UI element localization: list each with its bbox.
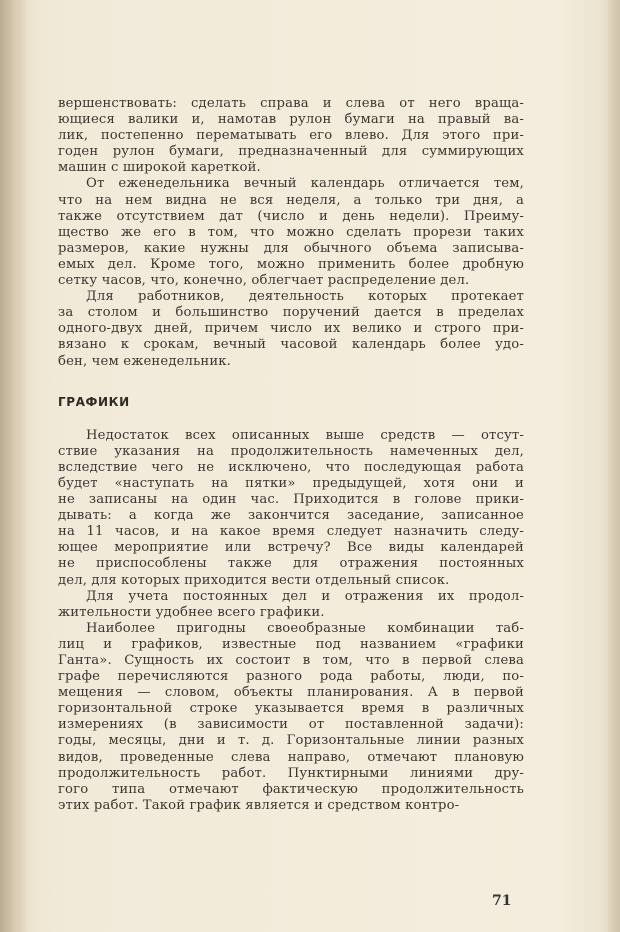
paragraphs-top [58,96,524,370]
text-line: горизонтальной строке указывается время в различных [58,701,524,717]
text-line: лик, постепенно перематывать его влево. Для этого при- [58,128,524,144]
text-line: машин с широкой кареткой. [58,160,261,176]
text-line: на 11 часов, и на какое время следует назначить следу- [58,524,524,540]
text-line: за столом и большинство поручений дается в пределах [58,305,524,321]
text-line: ющиеся валики и, намотав рулон бумаги на правый ва- [58,112,524,128]
text-line: гого типа отмечают фактическую продолжительность [58,781,524,797]
text-line: мещения — словом, объекты планирования. А в первой [58,685,524,701]
paragraph [58,621,524,814]
binding-shadow [0,0,26,932]
page-edge [606,0,620,932]
text-line: вследствие чего не исключено, что последующая работа [58,459,524,475]
text-line: щество же его в том, что можно сделать прорези таких [58,224,524,240]
paragraph [58,428,524,589]
text-line: измерениях (в зависимости от поставленной задачи): [58,717,524,733]
text-line: дывать: а когда же закончится заседание, записанное [58,508,524,524]
text-line: одного-двух дней, причем число их велико и строго при- [58,321,524,337]
text-line: что на нем видна не вся неделя, а только три дня, а [58,192,524,208]
text-line: дел, для которых приходится вести отдельный список. [58,572,450,588]
paragraph [58,176,524,289]
page-number: 71 [492,893,512,909]
text-line: Недостаток всех описанных выше средств — отсут- [86,427,524,443]
text-line: ющее мероприятие или встречу? Все виды календарей [58,540,524,556]
text-line: не приспособлены также для отражения постоянных [58,556,524,572]
text-line: Ганта». Сущность их состоит в том, что в первой слева [58,653,524,668]
section-heading: ГРАФИКИ [58,394,130,409]
text-line: ствие указания на продолжительность намеченных дел, [58,443,524,459]
paragraph [58,589,524,621]
paragraphs-bottom [58,428,524,814]
text-line: продолжительность работ. Пунктирными линиями дру- [58,765,524,781]
text-line: вершенствовать: сделать справа и слева от него враща- [58,96,524,111]
text-line: лиц и графиков, известные под названием «графики [58,636,524,652]
text-line: сетку часов, что, конечно, облегчает распределение дел. [58,273,470,289]
text-line: графе перечисляются разного рода работы, люди, по- [58,669,524,685]
text-line: жительности удобнее всего графики. [58,604,325,620]
paragraph [58,289,524,369]
text-line: Наиболее пригодны своеобразные комбинации таб- [86,620,524,636]
text-line: видов, проведенные слева направо, отмечают плановую [58,749,524,765]
text-line: этих работ. Такой график является и средством контро- [58,797,460,813]
text-line: бен, чем еженедельник. [58,353,232,369]
text-line: размеров, какие нужны для обычного объема записыва- [58,240,524,256]
text-line: емых дел. Кроме того, можно применить более дробную [58,256,524,272]
paragraph [58,96,524,176]
text-line: От еженедельника вечный календарь отличается тем, [86,176,524,192]
text-line: также отсутствием дат (число и день недели). Преиму- [58,208,524,224]
text-line: годен рулон бумаги, предназначенный для суммирующих [58,144,524,160]
text-line: вязано к срокам, вечный часовой календарь более удо- [58,337,524,353]
text-line: будет «наступать на пятки» предыдущей, хотя они и [58,475,524,491]
text-line: не записаны на один час. Приходится в голове прики- [58,492,524,508]
text-line: Для учета постоянных дел и отражения их продол- [86,588,524,604]
body-text [58,96,524,814]
text-line: годы, месяцы, дни и т. д. Горизонтальные линии разных [58,733,524,749]
text-line: Для работников, деятельность которых протекает [86,289,524,305]
